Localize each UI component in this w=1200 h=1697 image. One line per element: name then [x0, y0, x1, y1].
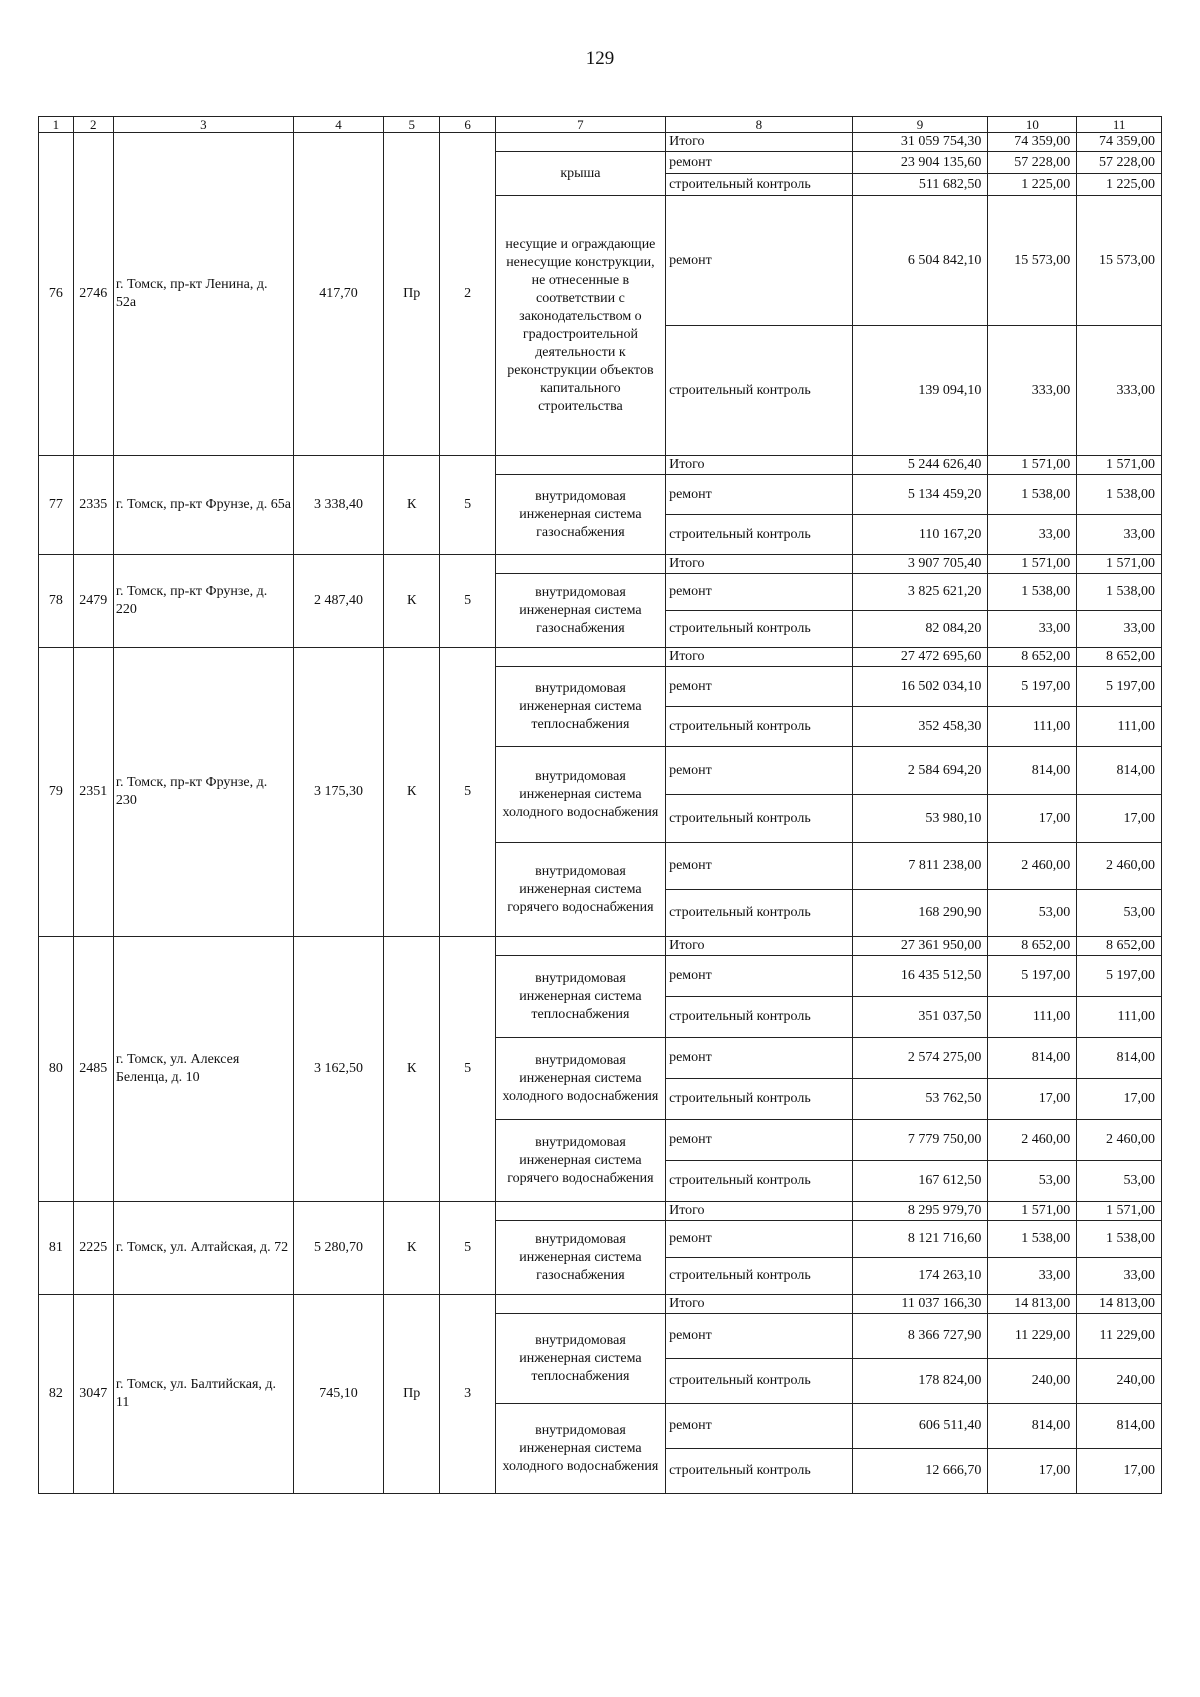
house-code: 2746: [73, 133, 113, 456]
cost: 110 167,20: [852, 515, 988, 555]
table-row: [39, 133, 1162, 152]
house-type: Пр: [384, 1295, 440, 1494]
cost-per-m2: 333,00: [988, 326, 1077, 456]
house-type: К: [384, 456, 440, 555]
cost-per-m2: 53,00: [988, 1161, 1077, 1202]
element-name: внутридомовая инженерная система горячего водоснабжения: [495, 1120, 665, 1202]
cost-per-m2: 814,00: [988, 1404, 1077, 1449]
house-type: К: [384, 1202, 440, 1295]
cost-limit: 33,00: [1077, 515, 1162, 555]
cost: 27 472 695,60: [852, 648, 988, 667]
work-type: Итого: [666, 937, 853, 956]
work-type: строительный контроль: [666, 326, 853, 456]
row-number: 79: [39, 648, 74, 937]
cost: 5 134 459,20: [852, 475, 988, 515]
element-name: внутридомовая инженерная система холодного водоснабжения: [495, 747, 665, 843]
cost: 16 502 034,10: [852, 667, 988, 707]
cost-per-m2: 1 538,00: [988, 475, 1077, 515]
cost: 11 037 166,30: [852, 1295, 988, 1314]
work-type: строительный контроль: [666, 1359, 853, 1404]
house-floors: 3: [440, 1295, 495, 1494]
cost-limit: 11 229,00: [1077, 1314, 1162, 1359]
house-address: г. Томск, ул. Алтайская, д. 72: [113, 1202, 293, 1295]
column-number: 4: [293, 117, 383, 133]
row-number: 76: [39, 133, 74, 456]
cost-per-m2: 8 652,00: [988, 937, 1077, 956]
work-type: Итого: [666, 133, 853, 152]
column-number: 1: [39, 117, 74, 133]
work-type: ремонт: [666, 196, 853, 326]
table-row: [39, 456, 1162, 475]
cost-limit: 17,00: [1077, 1449, 1162, 1494]
element-name: внутридомовая инженерная система газоснабжения: [495, 475, 665, 555]
work-type: Итого: [666, 1295, 853, 1314]
cost-per-m2: 8 652,00: [988, 648, 1077, 667]
cost-per-m2: 11 229,00: [988, 1314, 1077, 1359]
column-number: 7: [495, 117, 665, 133]
work-type: ремонт: [666, 843, 853, 890]
cost-limit: 15 573,00: [1077, 196, 1162, 326]
house-floors: 5: [440, 937, 495, 1202]
cost-limit: 53,00: [1077, 1161, 1162, 1202]
work-type: ремонт: [666, 956, 853, 997]
column-number: 11: [1077, 117, 1162, 133]
cost-limit: 1 571,00: [1077, 555, 1162, 574]
cost-per-m2: 53,00: [988, 890, 1077, 937]
cost-limit: 814,00: [1077, 747, 1162, 795]
work-type: строительный контроль: [666, 515, 853, 555]
cost-per-m2: 111,00: [988, 707, 1077, 747]
cost-limit: 33,00: [1077, 1258, 1162, 1295]
cost: 139 094,10: [852, 326, 988, 456]
cost-per-m2: 1 571,00: [988, 555, 1077, 574]
house-type: К: [384, 555, 440, 648]
cost-per-m2: 1 225,00: [988, 174, 1077, 196]
element-name: несущие и ограждающие ненесущие конструкции, не отнесенные в соответствии с законодательством о градостроительной деятельности к реконструкции объектов капитального строительства: [495, 196, 665, 456]
house-type: К: [384, 648, 440, 937]
cost: 511 682,50: [852, 174, 988, 196]
cost-per-m2: 17,00: [988, 1449, 1077, 1494]
work-type: строительный контроль: [666, 1449, 853, 1494]
cost-per-m2: 5 197,00: [988, 956, 1077, 997]
cost-per-m2: 33,00: [988, 611, 1077, 648]
house-address: г. Томск, пр-кт Фрунзе, д. 230: [113, 648, 293, 937]
house-area: 2 487,40: [293, 555, 383, 648]
cost-limit: 33,00: [1077, 611, 1162, 648]
cost-per-m2: 2 460,00: [988, 1120, 1077, 1161]
house-area: 3 162,50: [293, 937, 383, 1202]
work-type: строительный контроль: [666, 890, 853, 937]
cost-limit: 74 359,00: [1077, 133, 1162, 152]
work-type: Итого: [666, 1202, 853, 1221]
house-floors: 5: [440, 648, 495, 937]
cost: 82 084,20: [852, 611, 988, 648]
cost-per-m2: 5 197,00: [988, 667, 1077, 707]
cost-per-m2: 14 813,00: [988, 1295, 1077, 1314]
work-type: ремонт: [666, 1038, 853, 1079]
table-row: [39, 1295, 1162, 1314]
cost-per-m2: 1 571,00: [988, 456, 1077, 475]
cost: 8 295 979,70: [852, 1202, 988, 1221]
cost-limit: 1 571,00: [1077, 456, 1162, 475]
cost-limit: 1 538,00: [1077, 475, 1162, 515]
cost: 174 263,10: [852, 1258, 988, 1295]
element-blank: [495, 1295, 665, 1314]
cost: 2 584 694,20: [852, 747, 988, 795]
element-name: внутридомовая инженерная система холодного водоснабжения: [495, 1404, 665, 1494]
cost: 7 811 238,00: [852, 843, 988, 890]
cost-per-m2: 74 359,00: [988, 133, 1077, 152]
house-area: 3 338,40: [293, 456, 383, 555]
house-address: г. Томск, пр-кт Фрунзе, д. 65а: [113, 456, 293, 555]
cost-per-m2: 1 571,00: [988, 1202, 1077, 1221]
element-name: внутридомовая инженерная система газоснабжения: [495, 574, 665, 648]
work-type: строительный контроль: [666, 707, 853, 747]
row-number: 81: [39, 1202, 74, 1295]
house-type: Пр: [384, 133, 440, 456]
house-type: К: [384, 937, 440, 1202]
cost: 7 779 750,00: [852, 1120, 988, 1161]
cost-per-m2: 15 573,00: [988, 196, 1077, 326]
cost-per-m2: 33,00: [988, 1258, 1077, 1295]
cost: 12 666,70: [852, 1449, 988, 1494]
cost-limit: 240,00: [1077, 1359, 1162, 1404]
element-blank: [495, 133, 665, 152]
work-type: строительный контроль: [666, 1161, 853, 1202]
cost-limit: 111,00: [1077, 707, 1162, 747]
work-type: ремонт: [666, 574, 853, 611]
work-type: строительный контроль: [666, 1079, 853, 1120]
row-number: 82: [39, 1295, 74, 1494]
element-blank: [495, 456, 665, 475]
cost: 168 290,90: [852, 890, 988, 937]
cost-per-m2: 2 460,00: [988, 843, 1077, 890]
column-number: 8: [666, 117, 853, 133]
element-name: крыша: [495, 152, 665, 196]
cost-limit: 8 652,00: [1077, 648, 1162, 667]
work-type: Итого: [666, 555, 853, 574]
cost-per-m2: 17,00: [988, 795, 1077, 843]
house-code: 2485: [73, 937, 113, 1202]
cost: 352 458,30: [852, 707, 988, 747]
work-type: ремонт: [666, 1404, 853, 1449]
column-number: 9: [852, 117, 988, 133]
work-type: Итого: [666, 456, 853, 475]
cost: 167 612,50: [852, 1161, 988, 1202]
column-number: 2: [73, 117, 113, 133]
table-row: [39, 937, 1162, 956]
table-row: [39, 648, 1162, 667]
element-name: внутридомовая инженерная система теплоснабжения: [495, 956, 665, 1038]
cost-limit: 2 460,00: [1077, 1120, 1162, 1161]
house-code: 2351: [73, 648, 113, 937]
cost: 16 435 512,50: [852, 956, 988, 997]
house-area: 5 280,70: [293, 1202, 383, 1295]
cost: 53 762,50: [852, 1079, 988, 1120]
cost-limit: 5 197,00: [1077, 667, 1162, 707]
cost-per-m2: 814,00: [988, 1038, 1077, 1079]
column-number: 10: [988, 117, 1077, 133]
work-type: ремонт: [666, 1120, 853, 1161]
cost: 53 980,10: [852, 795, 988, 843]
work-type: строительный контроль: [666, 174, 853, 196]
work-type: строительный контроль: [666, 1258, 853, 1295]
row-number: 78: [39, 555, 74, 648]
house-address: г. Томск, пр-кт Фрунзе, д. 220: [113, 555, 293, 648]
cost-per-m2: 240,00: [988, 1359, 1077, 1404]
cost-per-m2: 814,00: [988, 747, 1077, 795]
capital-repair-table: [38, 116, 1162, 1494]
cost-per-m2: 33,00: [988, 515, 1077, 555]
work-type: Итого: [666, 648, 853, 667]
cost-limit: 1 538,00: [1077, 1221, 1162, 1258]
work-type: строительный контроль: [666, 997, 853, 1038]
cost: 23 904 135,60: [852, 152, 988, 174]
cost: 606 511,40: [852, 1404, 988, 1449]
cost: 3 907 705,40: [852, 555, 988, 574]
cost-limit: 17,00: [1077, 1079, 1162, 1120]
house-code: 3047: [73, 1295, 113, 1494]
column-number: 6: [440, 117, 495, 133]
cost-limit: 1 538,00: [1077, 574, 1162, 611]
work-type: ремонт: [666, 1221, 853, 1258]
cost-limit: 1 571,00: [1077, 1202, 1162, 1221]
cost-per-m2: 1 538,00: [988, 574, 1077, 611]
cost: 31 059 754,30: [852, 133, 988, 152]
house-code: 2225: [73, 1202, 113, 1295]
row-number: 77: [39, 456, 74, 555]
cost-limit: 111,00: [1077, 997, 1162, 1038]
house-address: г. Томск, ул. Балтийская, д. 11: [113, 1295, 293, 1494]
column-number: 3: [113, 117, 293, 133]
cost-limit: 8 652,00: [1077, 937, 1162, 956]
house-area: 417,70: [293, 133, 383, 456]
row-number: 80: [39, 937, 74, 1202]
work-type: ремонт: [666, 1314, 853, 1359]
cost-limit: 5 197,00: [1077, 956, 1162, 997]
table-row: [39, 1202, 1162, 1221]
cost-limit: 17,00: [1077, 795, 1162, 843]
column-number: 5: [384, 117, 440, 133]
cost-limit: 814,00: [1077, 1038, 1162, 1079]
element-name: внутридомовая инженерная система теплоснабжения: [495, 1314, 665, 1404]
cost: 27 361 950,00: [852, 937, 988, 956]
house-code: 2335: [73, 456, 113, 555]
cost: 8 366 727,90: [852, 1314, 988, 1359]
column-number-row: [39, 117, 1162, 133]
house-area: 3 175,30: [293, 648, 383, 937]
house-floors: 5: [440, 1202, 495, 1295]
element-blank: [495, 937, 665, 956]
element-name: внутридомовая инженерная система холодного водоснабжения: [495, 1038, 665, 1120]
cost-limit: 814,00: [1077, 1404, 1162, 1449]
cost-limit: 57 228,00: [1077, 152, 1162, 174]
house-floors: 5: [440, 456, 495, 555]
cost-limit: 333,00: [1077, 326, 1162, 456]
element-blank: [495, 1202, 665, 1221]
page-number: 129: [585, 48, 615, 69]
house-code: 2479: [73, 555, 113, 648]
cost: 2 574 275,00: [852, 1038, 988, 1079]
work-type: строительный контроль: [666, 795, 853, 843]
cost-per-m2: 57 228,00: [988, 152, 1077, 174]
table-row: [39, 555, 1162, 574]
work-type: ремонт: [666, 747, 853, 795]
element-blank: [495, 648, 665, 667]
element-name: внутридомовая инженерная система горячего водоснабжения: [495, 843, 665, 937]
house-floors: 2: [440, 133, 495, 456]
work-type: ремонт: [666, 152, 853, 174]
element-name: внутридомовая инженерная система газоснабжения: [495, 1221, 665, 1295]
cost: 351 037,50: [852, 997, 988, 1038]
house-address: г. Томск, пр-кт Ленина, д. 52а: [113, 133, 293, 456]
cost-limit: 53,00: [1077, 890, 1162, 937]
element-blank: [495, 555, 665, 574]
cost: 3 825 621,20: [852, 574, 988, 611]
cost-limit: 2 460,00: [1077, 843, 1162, 890]
cost-per-m2: 111,00: [988, 997, 1077, 1038]
cost: 6 504 842,10: [852, 196, 988, 326]
cost-per-m2: 17,00: [988, 1079, 1077, 1120]
cost-limit: 14 813,00: [1077, 1295, 1162, 1314]
element-name: внутридомовая инженерная система теплоснабжения: [495, 667, 665, 747]
house-area: 745,10: [293, 1295, 383, 1494]
house-floors: 5: [440, 555, 495, 648]
work-type: ремонт: [666, 475, 853, 515]
cost-per-m2: 1 538,00: [988, 1221, 1077, 1258]
house-address: г. Томск, ул. Алексея Беленца, д. 10: [113, 937, 293, 1202]
cost: 178 824,00: [852, 1359, 988, 1404]
cost: 5 244 626,40: [852, 456, 988, 475]
work-type: ремонт: [666, 667, 853, 707]
work-type: строительный контроль: [666, 611, 853, 648]
cost: 8 121 716,60: [852, 1221, 988, 1258]
cost-limit: 1 225,00: [1077, 174, 1162, 196]
